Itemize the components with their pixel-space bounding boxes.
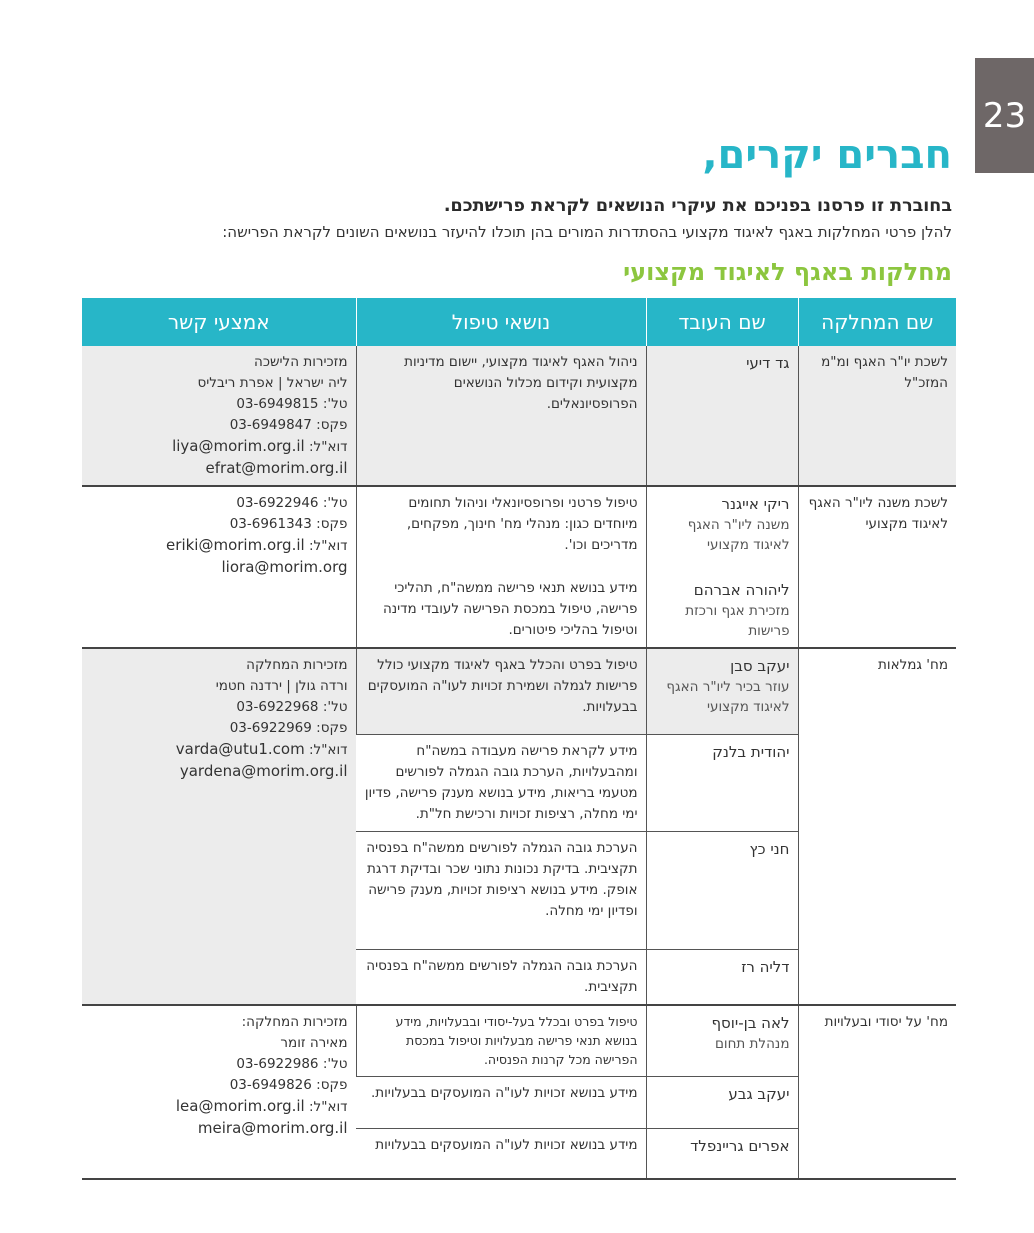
page-number: 23: [975, 58, 1034, 173]
worker-role: משנה ליו"ר האגף לאיגוד מקצועי: [687, 517, 790, 553]
table-row: [82, 648, 956, 734]
tel-label: טל':: [322, 1055, 348, 1072]
worker-cell: [646, 1005, 798, 1077]
mail-label: דוא"ל:: [308, 439, 348, 455]
contact-line: מזכירות המחלקה:: [241, 1013, 348, 1030]
tel-label: טל':: [322, 495, 348, 511]
worker-name: לאה בן-יוסף: [711, 1013, 790, 1032]
contact-line: מאירה זומר: [280, 1034, 348, 1051]
intro-bold: בחוברת זו פרסנו בפניכם את עיקרי הנושאים לקראת פרישתכם.: [443, 196, 952, 216]
topics-cell: טיפול בפרט ובכלל בעל-יסודי ובבעלויות, מידע בנושא תנאי פרישה מבעלויות וטיפול במכסת הפרישה מכל קרנות הפנסיה.: [356, 1005, 646, 1077]
department-name: מח' גמלאות: [798, 648, 956, 1005]
topics-cell: מידע לקראת פרישה מעבודה במשה"ח ומהבעלויות, הערכת גובה הגמלה לפורשים מטעמי בריאות, מידע בנושא מענק פרישה, פדיון ימי מחלה, רציפות זכויות ורכישת חל"ת.: [356, 734, 646, 831]
worker-role: מזכירת אגף ורכזת פרישות: [685, 603, 790, 639]
tel-label: טל':: [322, 396, 348, 412]
table-row: [82, 486, 956, 648]
worker-name: חני כץ: [749, 839, 790, 858]
fax-value: 03-6922969: [229, 720, 312, 736]
departments-table: [82, 298, 956, 1180]
worker-name: ריקי אייגנר: [721, 495, 790, 513]
fax-label: פקס:: [316, 417, 348, 433]
worker-cell: [646, 346, 798, 486]
worker-name: יעקב סבן: [730, 657, 790, 675]
worker-name: יעקב גבע: [728, 1085, 790, 1103]
tel-value: 03-6922968: [236, 699, 319, 715]
worker-name: אפרים גריינפלד: [690, 1137, 790, 1155]
tel-value: 03-6949815: [236, 396, 319, 412]
topics-cell: טיפול בפרט והכלל באגף לאיגוד מקצועי כולל פרישות לגמלה ושמירת זכויות לעו"ה המועסקים בבעלויות.: [356, 648, 646, 734]
department-name: מח' על יסודי ובעלויות: [798, 1005, 956, 1179]
topics-cell: מידע בנושא זכויות לעו"ה המועסקים בבעלויות.: [356, 1077, 646, 1129]
email-link[interactable]: eriki@morim.org.il: [166, 536, 305, 554]
department-name: לשכת משנה ליו"ר האגף לאיגוד מקצועי: [798, 486, 956, 648]
table-row: [82, 1005, 956, 1077]
table-header-row: [82, 298, 956, 346]
email-link[interactable]: varda@utu1.com: [175, 740, 305, 758]
worker-cell: [646, 734, 798, 831]
fax-value: 03-6949847: [229, 417, 312, 433]
tel-value: 03-6922946: [236, 495, 319, 511]
contact-cell: [82, 648, 356, 1005]
worker-cell: [646, 949, 798, 1005]
worker-name: דליה רז: [741, 957, 790, 976]
section-title: מחלקות באגף לאיגוד מקצועי: [623, 258, 952, 286]
worker-role: עוזר בכיר ליו"ר האגף לאיגוד מקצועי: [666, 679, 790, 715]
intro-regular: להלן פרטי המחלקות באגף לאיגוד מקצועי בהסתדרות המורים בהן תוכלו להיעזר בנושאים השונים לקראת הפרישה:: [222, 223, 952, 241]
worker-cell: [646, 1129, 798, 1179]
mail-label: דוא"ל:: [308, 1098, 348, 1115]
worker-name: יהודית בלנק: [712, 742, 790, 761]
fax-label: פקס:: [316, 720, 348, 736]
email-link[interactable]: lea@morim.org.il: [175, 1096, 305, 1115]
table-row: [82, 346, 956, 486]
contact-cell: [82, 346, 356, 486]
contact-line: מזכירות המחלקה: [246, 657, 348, 673]
fax-label: פקס:: [316, 516, 348, 532]
mail-label: דוא"ל:: [308, 538, 348, 554]
email-link[interactable]: liya@morim.org.il: [172, 437, 305, 455]
department-name: לשכת יו"ר האגף ומ"מ המזכ"ל: [798, 346, 956, 486]
worker-cell: [646, 486, 798, 648]
fax-value: 03-6961343: [229, 516, 312, 532]
contact-line: ורדה גולן | ירדנה חטמי: [215, 678, 348, 694]
tel-value: 03-6922986: [236, 1055, 319, 1072]
header-worker: שם העובד: [646, 298, 798, 346]
topics-text: טיפול פרטני ופרופסיונאלי וניהול תחומים מיוחדים כגון: מנהלי מח' חינוך, מפקחים, מדריכים וכו'.: [406, 495, 638, 553]
header-topics: נושאי טיפול: [356, 298, 646, 346]
fax-value: 03-6949826: [229, 1076, 312, 1093]
worker-name: גד דיעי: [746, 354, 790, 372]
contact-cell: [82, 486, 356, 648]
header-department: שם המחלקה: [798, 298, 956, 346]
header-contact: אמצעי קשר: [82, 298, 356, 346]
topics-cell: הערכת גובה הגמלה לפורשים ממשה"ח בפנסיה תקציבית.: [356, 949, 646, 1005]
contact-cell: [82, 1005, 356, 1179]
email-link[interactable]: meira@morim.org.il: [197, 1118, 348, 1137]
topics-cell: [356, 486, 646, 648]
tel-label: טל':: [322, 699, 348, 715]
topics-text: מידע בנושא תנאי פרישה ממשה"ח, תהליכי פרישה, טיפול במכסת הפרישה לעובדי מדינה וטיפול בהליכי פיטורים.: [382, 580, 638, 638]
contact-line: מזכירות הלישכה: [254, 354, 348, 370]
topics-cell: הערכת גובה הגמלה לפורשים ממשה"ח בפנסיה תקציבית. בדיקת נכונות נתוני שכר ובדיקת דרגת אופק. מידע בנושא רציפות זכויות, מענק פרישה ופדיון ימי מחלה.: [356, 831, 646, 949]
email-link[interactable]: efrat@morim.org.il: [205, 459, 348, 477]
email-link[interactable]: yardena@morim.org.il: [179, 762, 348, 780]
page-title: חברים יקרים,: [702, 132, 952, 178]
contact-line: ליה ישראל | אפרת ריבליס: [197, 375, 348, 391]
email-link[interactable]: liora@morim.org: [221, 558, 348, 576]
worker-role: מנהלת תחום: [714, 1035, 790, 1052]
worker-cell: [646, 831, 798, 949]
worker-cell: [646, 1077, 798, 1129]
worker-name: ליהורה אברהם: [693, 581, 790, 599]
topics-cell: ניהול האגף לאיגוד מקצועי, יישום מדיניות מקצועית וקידום מכלול הנושאים הפרופסיונאלים.: [356, 346, 646, 486]
mail-label: דוא"ל:: [308, 742, 348, 758]
topics-cell: מידע בנושא זכויות לעו"ה המועסקים בבעלויות: [356, 1129, 646, 1179]
fax-label: פקס:: [316, 1076, 348, 1093]
worker-cell: [646, 648, 798, 734]
